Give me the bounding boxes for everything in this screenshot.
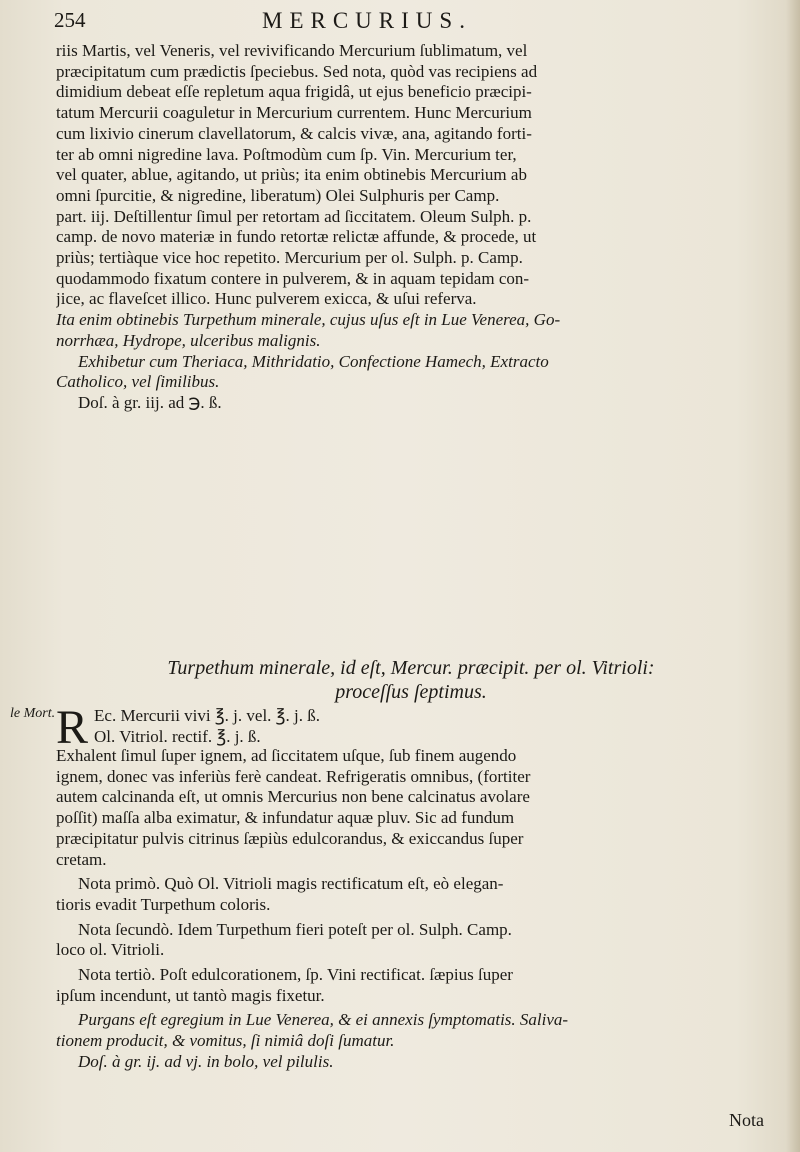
text-line: ter ab omni nigredine lava. Poſtmodùm cum ſp. Vin. Mercurium ter, bbox=[56, 144, 517, 164]
text-line: autem calcinanda eſt, ut omnis Mercurius non bene calcinatus avolare bbox=[56, 787, 530, 807]
page-edge-shadow bbox=[786, 0, 800, 1152]
italic-text-line: tionem producit, & vomitus, ſi nimiâ doſi ſumatur. bbox=[56, 1031, 395, 1051]
text-line: cum lixivio cinerum clavellatorum, & calcis vivæ, ana, agitando forti- bbox=[56, 123, 532, 143]
page-header bbox=[54, 8, 754, 38]
note-line: loco ol. Vitrioli. bbox=[56, 940, 165, 960]
section-subtitle-line: proceſſus ſeptimus. bbox=[335, 681, 487, 703]
text-line: omni ſpurcitie, & nigredine, liberatum) Olei Sulphuris per Camp. bbox=[56, 185, 500, 205]
text-line: part. iij. Deſtillentur ſimul per retortam ad ſiccitatem. Oleum Sulph. p. bbox=[56, 206, 532, 226]
text-line: jice, ac flaveſcet illico. Hunc pulverem exicca, & uſui referva. bbox=[56, 289, 477, 309]
text-line: riis Martis, vel Veneris, vel revivificando Mercurium ſublimatum, vel bbox=[56, 41, 528, 60]
italic-text-line: Exhibetur cum Theriaca, Mithridatio, Confectione Hamech, Extracto bbox=[78, 351, 549, 371]
text-line: tatum Mercurii coaguletur in Mercurium currentem. Hunc Mercurium bbox=[56, 103, 532, 123]
text-line: poſſit) maſſa alba eximatur, & infundatur aquæ pluv. Sic ad fundum bbox=[56, 808, 515, 828]
italic-text-line: Purgans eſt egregium in Lue Venerea, & ei annexis ſymptomatis. Saliva- bbox=[78, 1010, 569, 1030]
text-line: præcipitatur pulvis citrinus ſæpiùs edulcorandus, & exiccandus ſuper bbox=[56, 828, 524, 848]
note-line: tioris evadit Turpethum coloris. bbox=[56, 894, 271, 914]
text-line: priùs; tertiàque vice hoc repetito. Mercurium per ol. Sulph. p. Camp. bbox=[56, 248, 523, 268]
dosage-line: Doſ. à gr. ij. ad vj. in bolo, vel pilulis. bbox=[78, 1051, 334, 1071]
procedure-text bbox=[56, 746, 766, 1073]
text-line: cretam. bbox=[56, 849, 107, 869]
note-line: Nota ſecundò. Idem Turpethum fieri poteſt per ol. Sulph. Camp. bbox=[78, 919, 512, 939]
text-line: Exhalent ſimul ſuper ignem, ad ſiccitatem uſque, ſub finem augendo bbox=[56, 746, 517, 765]
drop-cap: R bbox=[56, 701, 89, 754]
text-line: quodammodo fixatum contere in pulverem, & in aquam tepidam con- bbox=[56, 268, 530, 288]
section-heading bbox=[56, 656, 766, 704]
italic-text-line: Catholico, vel ſimilibus. bbox=[56, 372, 220, 392]
text-line: præcipitatum cum prædictis ſpeciebus. Sed nota, quòd vas recipiens ad bbox=[56, 61, 538, 81]
margin-note: le Mort. bbox=[10, 706, 56, 721]
running-title: MERCURIUS. bbox=[262, 8, 472, 33]
recipe-line: Ol. Vitriol. rectif. ℥. j. ß. bbox=[94, 726, 261, 746]
italic-text-line: norrhæa, Hydrope, ulceribus malignis. bbox=[56, 330, 321, 350]
page-number: 254 bbox=[54, 8, 86, 32]
catchword: Nota bbox=[729, 1110, 764, 1130]
italic-text-line: Ita enim obtinebis Turpethum minerale, cujus uſus eſt in Lue Venerea, Go- bbox=[56, 310, 561, 330]
note-line: Nota primò. Quò Ol. Vitrioli magis rectificatum eſt, eò elegan- bbox=[78, 874, 504, 894]
continuation-paragraph bbox=[56, 41, 766, 414]
note-line: ipſum incendunt, ut tantò magis fixetur. bbox=[56, 985, 325, 1005]
dosage-line: Doſ. à gr. iij. ad ℈. ß. bbox=[78, 392, 222, 412]
text-line: ignem, donec vas inferiùs ferè candeat. Refrigeratis omnibus, (fortiter bbox=[56, 766, 531, 786]
note-line: Nota tertiò. Poſt edulcorationem, ſp. Vini rectificat. ſæpius ſuper bbox=[78, 965, 513, 985]
text-line: camp. de novo materiæ in fundo retortæ relictæ affunde, & procede, ut bbox=[56, 227, 537, 247]
recipe-line: Ec. Mercurii vivi ℥. j. vel. ℥. j. ß. bbox=[94, 706, 320, 725]
recipe-block bbox=[56, 701, 766, 754]
section-title-line: Turpethum minerale, id eſt, Mercur. præcipit. per ol. Vitrioli: bbox=[167, 657, 655, 679]
text-line: dimidium debeat eſſe repletum aqua frigidâ, ut ejus beneficio præcipi- bbox=[56, 82, 532, 102]
text-line: vel quater, ablue, agitando, ut priùs; ita enim obtinebis Mercurium ab bbox=[56, 165, 527, 185]
